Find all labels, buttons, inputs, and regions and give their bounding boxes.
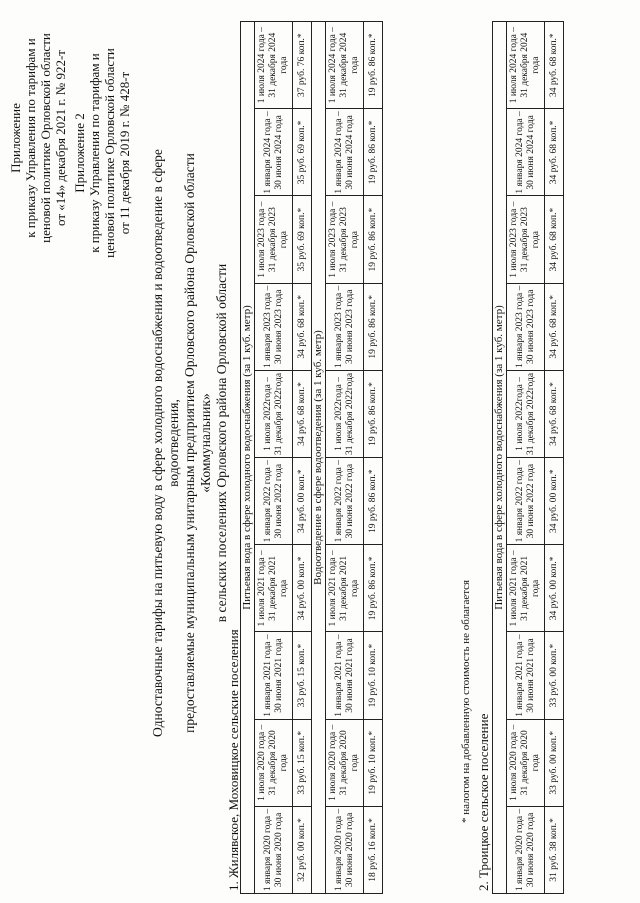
tariff-cell: 34 руб. 00 коп.* bbox=[293, 458, 312, 545]
tariff-cell: 34 руб. 68 коп.* bbox=[293, 283, 312, 370]
appendix-2-title: Приложение 2 bbox=[72, 113, 87, 193]
period-cell: 1 января 2021 года – 30 июня 2021 года bbox=[255, 632, 293, 719]
appendix-2-line: к приказу Управления по тарифам и bbox=[87, 53, 102, 253]
tariff-cell: 19 руб. 86 коп.* bbox=[364, 196, 383, 283]
tariff-cell: 33 руб. 00 коп.* bbox=[545, 632, 564, 719]
appendix-line: ценовой политике Орловской области bbox=[38, 33, 53, 243]
title-line: предоставляемые муниципальным унитарным предприятием Орловского района Орловской области «Коммунальник» bbox=[182, 153, 213, 733]
tariff-cell: 34 руб. 68 коп.* bbox=[545, 370, 564, 457]
appendix-line: к приказу Управления по тарифам и bbox=[23, 38, 38, 238]
tariff-cell: 37 руб. 76 коп.* bbox=[293, 22, 312, 109]
tariff-cell: 32 руб. 00 коп.* bbox=[293, 806, 312, 893]
period-cell: 1 января 2021 года – 30 июня 2021 года bbox=[326, 632, 364, 719]
vat-note: * налогом на добавленную стоимость не облагается bbox=[460, 579, 472, 823]
title-line: Одноставочные тарифы на питьевую воду в сфере холодного водоснабжения и водоотведение в сфере водоотведения, bbox=[150, 149, 181, 737]
water-group-header: Питьевая вода в сфере холодного водоснабжения (за 1 куб. метр) bbox=[493, 22, 507, 894]
period-row bbox=[326, 22, 364, 894]
value-row bbox=[364, 22, 383, 894]
appendix-2-line: от 11 декабря 2019 г. № 428-т bbox=[117, 71, 132, 235]
tariff-cell: 19 руб. 86 коп.* bbox=[364, 370, 383, 457]
period-cell: 1 января 2024 года – 30 июня 2024 года bbox=[255, 109, 293, 196]
period-cell: 1 января 2022 года – 30 июня 2022 года bbox=[326, 458, 364, 545]
period-cell: 1 июля 2023 года – 31 декабря 2023 года bbox=[255, 196, 293, 283]
period-cell: 1 января 2022 года – 30 июня 2022 года bbox=[507, 458, 545, 545]
period-cell: 1 января 2023 года – 30 июня 2023 года bbox=[507, 283, 545, 370]
appendix-2-line: ценовой политике Орловской области bbox=[102, 48, 117, 258]
tariff-cell: 19 руб. 86 коп.* bbox=[364, 109, 383, 196]
sewer-group-header: Водоотведение в сфере водоотведения (за 1 куб. метр) bbox=[312, 22, 326, 894]
period-cell: 1 января 2023 года – 30 июня 2023 года bbox=[255, 283, 293, 370]
tariff-cell: 34 руб. 68 коп.* bbox=[293, 370, 312, 457]
tariff-cell: 34 руб. 68 коп.* bbox=[545, 196, 564, 283]
value-row bbox=[293, 22, 312, 894]
period-cell: 1 июля 2020 года – 31 декабря 2020 года bbox=[326, 719, 364, 806]
period-cell: 1 января 2020 года – 30 июня 2020 года bbox=[255, 806, 293, 893]
tariff-cell: 34 руб. 00 коп.* bbox=[545, 545, 564, 632]
tariff-cell: 33 руб. 15 коп.* bbox=[293, 632, 312, 719]
period-cell: 1 января 2024 года – 30 июня 2024 года bbox=[507, 109, 545, 196]
tariff-table-2 bbox=[492, 21, 564, 894]
period-cell: 1 июля 2021 года – 31 декабря 2021 года bbox=[326, 545, 364, 632]
tariff-cell: 35 руб. 69 коп.* bbox=[293, 196, 312, 283]
period-cell: 1 июля 2023 года – 31 декабря 2023 года bbox=[507, 196, 545, 283]
appendix-title: Приложение bbox=[8, 103, 23, 173]
tariff-cell: 31 руб. 38 коп.* bbox=[545, 806, 564, 893]
tariff-cell: 19 руб. 10 коп.* bbox=[364, 719, 383, 806]
tariff-cell: 19 руб. 10 коп.* bbox=[364, 632, 383, 719]
period-cell: 1 января 2021 года – 30 июня 2021 года bbox=[507, 632, 545, 719]
table-row bbox=[493, 22, 507, 894]
tariff-cell: 34 руб. 68 коп.* bbox=[545, 283, 564, 370]
tariff-cell: 34 руб. 68 коп.* bbox=[545, 22, 564, 109]
period-cell: 1 июля 2021 года – 31 декабря 2021 года bbox=[507, 545, 545, 632]
period-cell: 1 января 2020 года – 30 июня 2020 года bbox=[326, 806, 364, 893]
tariff-table-1 bbox=[240, 21, 383, 894]
tariff-cell: 19 руб. 86 коп.* bbox=[364, 22, 383, 109]
period-cell: 1 июля 2022года – 31 декабря 2022года bbox=[326, 370, 364, 457]
tariff-cell: 33 руб. 15 коп.* bbox=[293, 719, 312, 806]
period-cell: 1 июля 2022года – 31 декабря 2022года bbox=[507, 370, 545, 457]
tariff-cell: 19 руб. 86 коп.* bbox=[364, 283, 383, 370]
tariff-cell: 35 руб. 69 коп.* bbox=[293, 109, 312, 196]
period-cell: 1 июля 2024 года – 31 декабря 2024 года bbox=[507, 22, 545, 109]
section-1-heading: 1. Жилявское, Моховицкое сельские поселения bbox=[226, 629, 241, 891]
table-row bbox=[312, 22, 326, 894]
water-group-header: Питьевая вода в сфере холодного водоснабжения (за 1 куб. метр) bbox=[241, 22, 255, 894]
tariff-cell: 19 руб. 86 коп.* bbox=[364, 545, 383, 632]
tariff-cell: 34 руб. 68 коп.* bbox=[545, 109, 564, 196]
appendix-2-header bbox=[72, 8, 132, 298]
period-cell: 1 января 2024 года – 30 июня 2024 года bbox=[326, 109, 364, 196]
value-row bbox=[545, 22, 564, 894]
period-cell: 1 июля 2022года – 31 декабря 2022года bbox=[255, 370, 293, 457]
period-cell: 1 июля 2024 года – 31 декабря 2024 года bbox=[255, 22, 293, 109]
tariff-cell: 18 руб. 16 коп.* bbox=[364, 806, 383, 893]
document-title bbox=[150, 123, 230, 763]
period-cell: 1 июля 2021 года – 31 декабря 2021 года bbox=[255, 545, 293, 632]
tariff-cell: 34 руб. 00 коп.* bbox=[545, 458, 564, 545]
appendix-header bbox=[8, 13, 68, 263]
section-2-heading: 2. Троицкое сельское поселение bbox=[476, 713, 491, 891]
period-cell: 1 января 2022 года – 30 июня 2022 года bbox=[255, 458, 293, 545]
period-cell: 1 июля 2023 года – 31 декабря 2023 года bbox=[326, 196, 364, 283]
period-cell: 1 июля 2020 года – 31 декабря 2020 года bbox=[507, 719, 545, 806]
title-line: в сельских поселениях Орловского района Орловской области bbox=[214, 263, 229, 623]
tariff-cell: 33 руб. 00 коп.* bbox=[545, 719, 564, 806]
period-cell: 1 июля 2024 года – 31 декабря 2024 года bbox=[326, 22, 364, 109]
period-cell: 1 января 2020 года – 30 июня 2020 года bbox=[507, 806, 545, 893]
tariff-cell: 19 руб. 86 коп.* bbox=[364, 458, 383, 545]
appendix-line: от «14» декабря 2021 г. № 922-т bbox=[53, 50, 68, 226]
tariff-cell: 34 руб. 00 коп.* bbox=[293, 545, 312, 632]
period-cell: 1 января 2023 года – 30 июня 2023 года bbox=[326, 283, 364, 370]
table-row bbox=[241, 22, 255, 894]
period-cell: 1 июля 2020 года – 31 декабря 2020 года bbox=[255, 719, 293, 806]
period-row bbox=[507, 22, 545, 894]
period-row bbox=[255, 22, 293, 894]
